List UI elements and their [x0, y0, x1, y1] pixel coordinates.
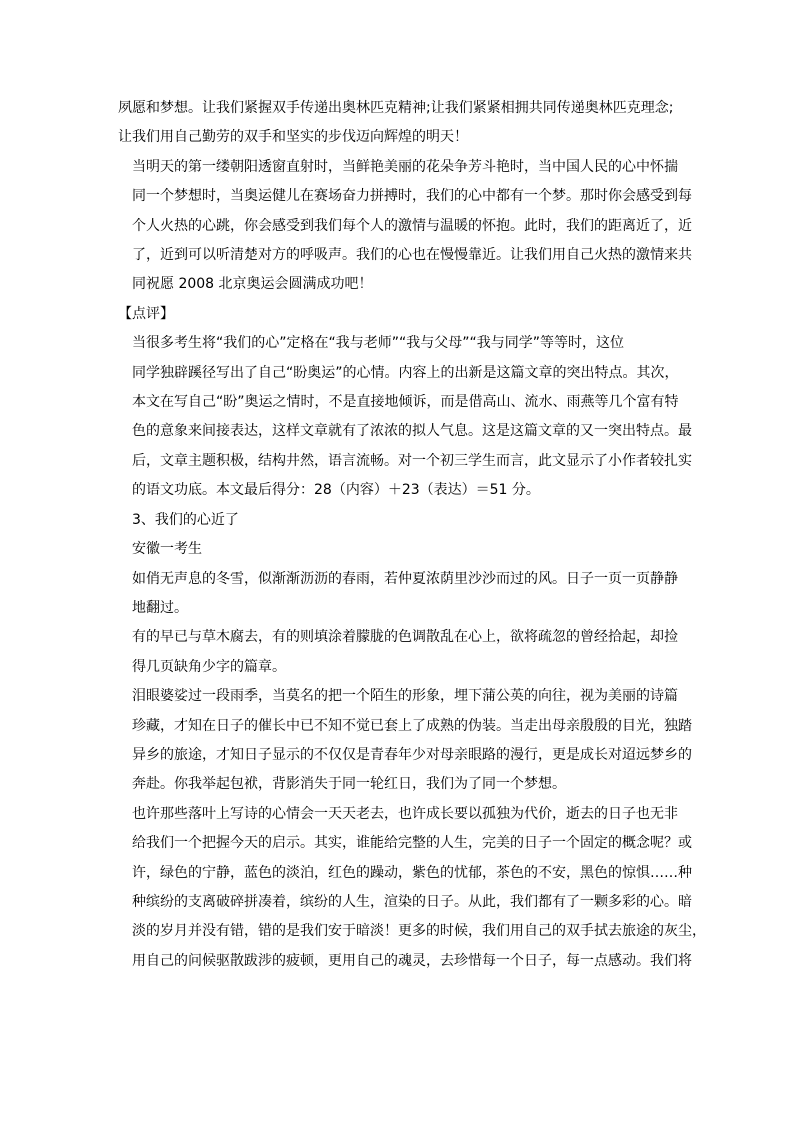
text-line: 3、我们的心近了 — [132, 511, 239, 528]
text-line: 后，文章主题积极，结构井然，语言流畅。对一个初三学生而言，此文显示了小作者较扎实 — [132, 452, 692, 469]
paragraph-p10 — [118, 800, 706, 976]
paragraph-p9 — [118, 682, 692, 800]
text-line: 种缤纷的支离破碎拼凑着，缤纷的人生，渲染的日子。从此，我们都有了一颗多彩的心。暗 — [132, 893, 692, 910]
text-line: 许，绿色的宁静，蓝色的淡泊，红色的躁动，紫色的忧郁，茶色的不安，黑色的惊惧……种 — [132, 864, 692, 881]
text-line: 的语文功底。本文最后得分：28（内容）＋23（表达）＝51 分。 — [132, 482, 540, 499]
text-line: 珍藏，才知在日子的催长中已不知不觉已套上了成熟的伪装。当走出母亲殷殷的目光，独踏 — [132, 717, 692, 734]
text-line: 夙愿和梦想。让我们紧握双手传递出奥林匹克精神;让我们紧紧相拥共同传递奥林匹克理念; — [118, 100, 674, 116]
text-line: 了，近到可以听清楚对方的呼吸声。我们的心也在慢慢靠近。让我们用自己火热的激情来共 — [132, 247, 692, 264]
text-line: 同祝愿 2008 北京奥运会圆满成功吧！ — [132, 276, 373, 293]
text-line: 也许那些落叶上写诗的心情会一天天老去，也许成长要以孤独为代价，逝去的日子也无非 — [132, 805, 678, 822]
paragraph-p6 — [118, 535, 678, 564]
paragraph-p2 — [118, 153, 692, 300]
text-line: 地翻过。 — [132, 599, 188, 616]
text-line: 如俏无声息的冬雪，似渐渐沥沥的春雨，若仲夏浓荫里沙沙而过的风。日子一页一页静静 — [132, 570, 678, 587]
text-line: 当明天的第一缕朝阳透窗直射时，当鲜艳美丽的花朵争芳斗艳时，当中国人民的心中怀揣 — [132, 158, 678, 175]
text-line: 泪眼婆娑过一段雨季，当莫名的把一个陌生的形象，埋下蒲公英的向往，视为美丽的诗篇 — [132, 688, 678, 705]
text-line: 奔赴。你我举起包袱，背影消失于同一轮红日，我们为了同一个梦想。 — [132, 776, 566, 793]
text-line: 个人火热的心跳，你会感受到我们每个人的激情与温暖的怀抱。此时，我们的距离近了，近 — [132, 217, 692, 234]
paragraph-p3 — [118, 300, 678, 329]
text-line: 同一个梦想时，当奥运健儿在赛场奋力拼搏时，我们的心中都有一个梦。那时你会感受到每 — [132, 188, 692, 205]
text-line: 异乡的旅途，才知日子显示的不仅仅是青春年少对母亲眼路的漫行，更是成长对迢远梦乡的 — [132, 746, 692, 763]
text-line: 【点评】 — [118, 305, 174, 322]
paragraph-p4 — [118, 329, 692, 505]
text-line: 安徽一考生 — [132, 541, 202, 558]
text-line: 有的早已与草木腐去，有的则填涂着朦胧的色调散乱在心上，欲将疏忽的曾经拾起，却捡 — [132, 629, 678, 646]
paragraph-p5 — [118, 506, 678, 535]
text-line: 给我们一个把握今天的启示。其实，谁能给完整的人生，完美的日子一个固定的概念呢？或 — [132, 835, 692, 852]
text-line: 当很多考生将“我们的心”定格在“我与老师”“我与父母”“我与同学”等等时，这位 — [132, 335, 625, 352]
paragraph-p1 — [118, 94, 678, 153]
text-line: 本文在写自己“盼”奥运之情时，不是直接地倾诉，而是借高山、流水、雨燕等几个富有特 — [132, 394, 679, 411]
paragraph-p8 — [118, 623, 678, 682]
text-line: 淡的岁月并没有错，错的是我们安于暗淡！更多的时候，我们用自己的双手拭去旅途的灰尘， — [132, 923, 706, 940]
text-line: 同学独辟蹊径写出了自己“盼奥运”的心情。内容上的出新是这篇文章的突出特点。其次， — [132, 364, 679, 381]
text-line: 用自己的问候驱散跋涉的疲顿，更用自己的魂灵，去珍惜每一个日子，每一点感动。我们将 — [132, 952, 692, 969]
paragraph-p7 — [118, 565, 678, 624]
text-line: 让我们用自己勤劳的双手和坚实的步伐迈向辉煌的明天！ — [118, 129, 468, 146]
text-line: 色的意象来间接表达，这样文章就有了浓浓的拟人气息。这是这篇文章的又一突出特点。最 — [132, 423, 692, 440]
text-line: 得几页缺角少字的篇章。 — [132, 658, 286, 675]
document-page — [118, 94, 706, 976]
